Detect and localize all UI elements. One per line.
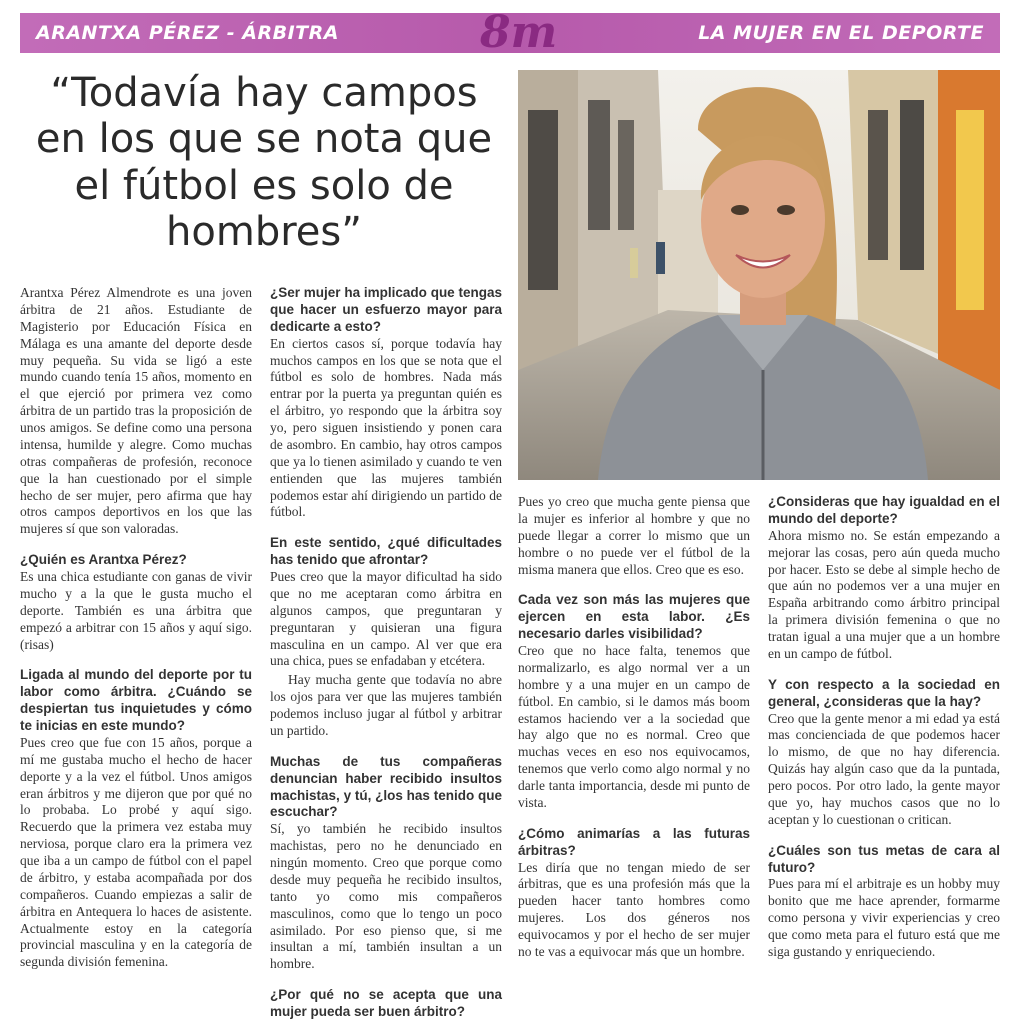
- column-3: [518, 494, 750, 961]
- answer-2: Pues creo que fue con 15 años, porque a mí me gustaba mucho el hecho de hacer deporte y a la vez el fútbol. Unos amigos eran árbitros y me dijeron que por qué no lo probaba. Lo probé y aquí sigo. Recuerdo que la primera vez estaba muy nerviosa, porque claro era la primera vez que iba a un campo de fútbol con el papel de árbitro, y estaba acompañada por dos compañeros. Cuando empiezas a salir de árbitra en Antequera lo haces de asistente. Actualmente estoy en la categoría provincial masculina y en la categoría de segunda división femenina.: [20, 734, 252, 970]
- question-3: ¿Ser mujer ha implicado que tengas que hacer un esfuerzo mayor para dedicarte a esto?: [270, 285, 502, 334]
- intro-paragraph: Arantxa Pérez Almendrote es una joven árbitra de 21 años. Estudiante de Magisterio por Educación Física en Málaga es una amante del deporte desde muy pequeña. Su vida se ligó a este mundo cuando tenía 15 años, momento en el que ejerció por primera vez como árbitra de un partido tras la proposición de unos amigos. Se define como una persona intensa, humilde y alegre. Como muchas otras compañeras de profesión, reconoce que la han cuestionado por el simple hecho de ser mujer, pero afirma que hay otros campos deportivos en los que las mujeres sí que son valoradas.: [20, 285, 252, 537]
- question-6: ¿Por qué no se acepta que una mujer pueda ser buen árbitro?: [270, 987, 502, 1019]
- question-7: Cada vez son más las mujeres que ejercen en esta labor. ¿Es necesario darles visibilidad?: [518, 592, 750, 642]
- answer-4: Pues creo que la mayor dificultad ha sido que no me aceptaran como árbitra en algunos campos, que preguntaran y preguntaran y quisieran una figura masculina en un campo. Al ver que era una chica, pues se enfadaban y etcétera.: [270, 569, 502, 669]
- section-banner: [20, 7, 1000, 58]
- column-1: [20, 285, 252, 971]
- photo-arantxa-perez: [518, 70, 1000, 480]
- answer-1: Es una chica estudiante con ganas de vivir mucho y a la que le gusta mucho el deporte. También es una árbitra que empezó a arbitrar con 15 años y aquí sigo. (risas): [20, 569, 252, 652]
- answer-7: Creo que no hace falta, tenemos que normalizarlo, es algo normal ver a un hombre y a una mujer en un campo de fútbol. En cambio, si le damos más boom estamos haciendo ver a la sociedad que hay algo que no es normal. Creo que muchas veces en eso nos equivocamos, tenemos que verlo como algo normal y no darle tanta importancia, desde mi punto de vista.: [518, 643, 750, 810]
- banner-section-title: LA MUJER EN EL DEPORTE: [698, 22, 984, 44]
- answer-4-continued: Hay mucha gente que todavía no abre los ojos para ver que las mujeres también podemos incluso jugar al fútbol y arbitrar un partido.: [270, 672, 502, 738]
- answer-9: Ahora mismo no. Se están empezando a mejorar las cosas, pero aún queda mucho por hacer. Esto se debe al simple hecho de que aún no podemos ver a una mujer en España arbitrando como árbitro principal la primera división femenina o que no tratan igual a una mujer que a un hombre en un campo de fútbol.: [768, 527, 1000, 661]
- question-2: Ligada al mundo del deporte por tu labor como árbitra. ¿Cuándo se despiertan tus inquietudes y cómo te inicias en este mundo?: [20, 667, 252, 733]
- answer-10: Creo que la gente menor a mi edad ya está mas concienciada de que podemos hacer lo mismo, de que no hay diferencia. Quizás hay algún caso que da la puntada, pero pocos. Por otro lado, la gente mayor que yo, hay muchos casos que no lo aceptan y lo cuestionan o critican.: [768, 710, 1000, 827]
- column-4: [768, 494, 1000, 961]
- banner-left-title: ARANTXA PÉREZ - ÁRBITRA: [36, 22, 339, 44]
- question-8: ¿Cómo animarías a las futuras árbitras?: [518, 825, 750, 858]
- answer-5: Sí, yo también he recibido insultos machistas, pero no he denunciado en ningún momento. Creo que porque como desde muy pequeña he recibido insultos, tanto yo como mis compañeros masculinos, como que lo tengo un poco asimilado. Por eso pienso que, si me insultan a mí, también insultan a un hombre.: [270, 821, 502, 972]
- answer-6: Pues yo creo que mucha gente piensa que la mujer es inferior al hombre y que no puede llegar a correr lo mismo que un hombre o no puede ver el fútbol de la misma manera que ellos. Creo que es eso.: [518, 494, 750, 577]
- question-1: ¿Quién es Arantxa Pérez?: [20, 552, 187, 568]
- magazine-logo: 8m: [480, 7, 558, 58]
- question-5: Muchas de tus compañeras denuncian haber recibido insultos machistas, y tú, ¿los has tenido que escuchar?: [270, 753, 502, 820]
- answer-3: En ciertos casos sí, porque todavía hay muchos campos en los que se nota que el fútbol es solo de hombres. Nada más entrar por la puerta ya preguntan quién es el árbitro, yo respondo que la árbitra soy yo, pero siguen insistiendo y ponen cara de asombro. En cambio, hay otros campos que ya lo tienen asimilado y cuando te ven entienden que las mujeres también podemos estar ahí dirigiendo un partido de fútbol.: [270, 335, 502, 520]
- question-4: En este sentido, ¿qué dificultades has tenido que afrontar?: [270, 535, 502, 568]
- answer-8: Les diría que no tengan miedo de ser árbitras, que es una profesión más que la pueden hacer tanto hombres como mujeres. Los dos géneros nos equivocamos y por el hecho de ser mujer no te vas a equivocar más que un hombre.: [518, 859, 750, 959]
- question-11: ¿Cuáles son tus metas de cara al futuro?: [768, 842, 1000, 875]
- question-10: Y con respecto a la sociedad en general, ¿consideras que la hay?: [768, 676, 1000, 709]
- headline: “Todavía hay campos en los que se nota que el fútbol es solo de hombres”: [35, 70, 493, 256]
- question-9: ¿Consideras que hay igualdad en el mundo del deporte?: [768, 494, 1000, 526]
- answer-11: Pues para mí el arbitraje es un hobby muy bonito que me hace aprender, formarme como persona y vivir experiencias y creo que como meta para el futuro está que me siga gustando y enriqueciendo.: [768, 876, 1000, 959]
- column-2: [270, 285, 502, 1021]
